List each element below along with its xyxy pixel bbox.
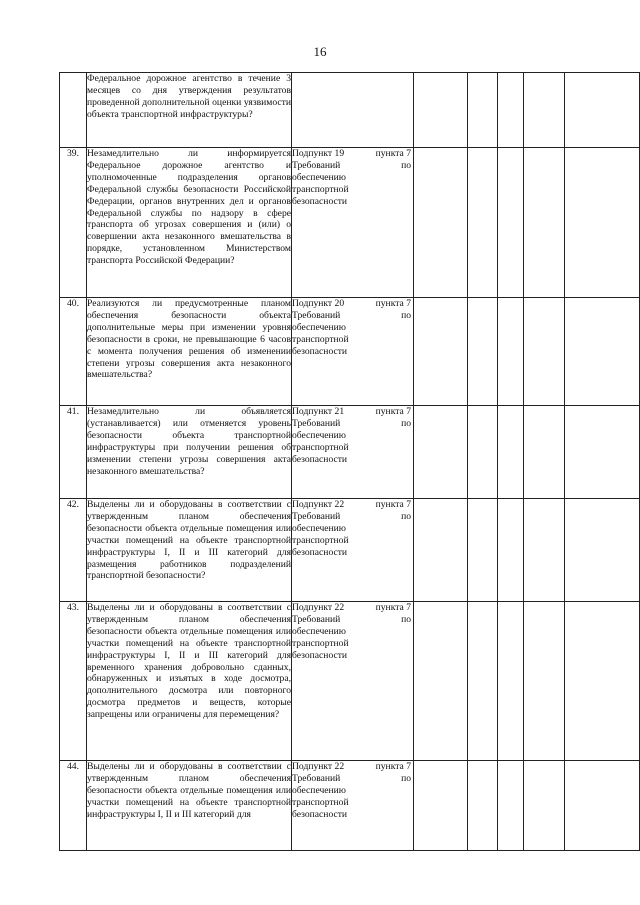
table-row: [60, 148, 640, 298]
empty-cell: [414, 73, 468, 148]
empty-cell: [498, 73, 524, 148]
basis-subpoint: Подпункт 21: [292, 406, 345, 417]
table-row: [60, 73, 640, 148]
basis-text: обеспечению транспортной безопасности: [292, 429, 349, 465]
empty-cell: [565, 148, 640, 298]
empty-cell: [498, 499, 524, 602]
row-number: 43.: [60, 602, 87, 761]
table-row: [60, 602, 640, 761]
empty-cell: [565, 602, 640, 761]
row-number: 44.: [60, 761, 87, 851]
basis-point: пункта 7: [375, 499, 411, 510]
basis-text: обеспечению транспортной безопасности: [292, 321, 349, 357]
row-number: 39.: [60, 148, 87, 298]
empty-cell: [468, 761, 498, 851]
basis-preposition: по: [401, 613, 411, 625]
basis-point: пункта 7: [375, 761, 411, 772]
basis-requirements: Требований: [292, 159, 341, 171]
question-cell: Незамедлительно ли объявляется (устанавливается) или отменяется уровень безопасности объекта транспортной инфраструктуры при получении решения об изменении степени угрозы совершения акта незаконного вмешательства?: [87, 406, 292, 499]
basis-subpoint: Подпункт 19: [292, 148, 345, 159]
basis-point: пункта 7: [375, 148, 411, 159]
empty-cell: [524, 148, 565, 298]
empty-cell: [468, 602, 498, 761]
question-cell: Выделены ли и оборудованы в соответствии с утвержденным планом обеспечения безопасности объекта отдельные помещения или участки помещений на объекте транспортной инфраструктуры I, II и III категорий для временного хранения добровольно сданных, обнаруженных и изъятых в ходе досмотра, дополнительного досмотра или повторного досмотра предметов и веществ, которые запрещены или ограничены для перемещения?: [87, 602, 292, 761]
empty-cell: [498, 148, 524, 298]
basis-requirements: Требований: [292, 510, 341, 522]
empty-cell: [524, 602, 565, 761]
empty-cell: [414, 761, 468, 851]
legal-basis-cell: [292, 499, 414, 602]
basis-preposition: по: [401, 510, 411, 522]
basis-text: обеспечению транспортной безопасности: [292, 625, 349, 661]
basis-text: обеспечению транспортной безопасности: [292, 522, 349, 558]
legal-basis-cell: [292, 298, 414, 406]
question-cell: Выделены ли и оборудованы в соответствии с утвержденным планом обеспечения безопасности объекта отдельные помещения или участки помещений на объекте транспортной инфраструктуры I, II и III категорий для: [87, 761, 292, 851]
basis-line: [292, 298, 413, 310]
basis-line: [292, 499, 413, 511]
basis-point: пункта 7: [375, 406, 411, 417]
empty-cell: [414, 499, 468, 602]
basis-line: [292, 511, 413, 523]
empty-cell: [414, 406, 468, 499]
row-number: 42.: [60, 499, 87, 602]
empty-cell: [565, 761, 640, 851]
basis-requirements: Требований: [292, 772, 341, 784]
row-number: [60, 73, 87, 148]
empty-cell: [524, 761, 565, 851]
basis-subpoint: Подпункт 22: [292, 761, 345, 772]
basis-preposition: по: [401, 159, 411, 171]
basis-point: пункта 7: [375, 298, 411, 309]
basis-subpoint: Подпункт 22: [292, 499, 345, 510]
legal-basis-cell: [292, 602, 414, 761]
empty-cell: [498, 761, 524, 851]
checklist-table: [59, 72, 640, 851]
basis-line: [292, 310, 413, 322]
empty-cell: [414, 148, 468, 298]
legal-basis-cell: [292, 761, 414, 851]
basis-text: обеспечению транспортной безопасности: [292, 171, 349, 207]
question-cell: Реализуются ли предусмотренные планом обеспечения безопасности объекта дополнительные меры при изменении уровня безопасности в сроки, не превышающие 6 часов с момента получения решения об изменении степени угрозы совершения акта незаконного вмешательства?: [87, 298, 292, 406]
basis-line: [292, 773, 413, 785]
legal-basis-cell: [292, 73, 414, 148]
basis-line: [292, 418, 413, 430]
basis-preposition: по: [401, 309, 411, 321]
question-cell: Выделены ли и оборудованы в соответствии с утвержденным планом обеспечения безопасности объекта отдельные помещения или участки помещений на объекте транспортной инфраструктуры I, II и III категорий для размещения работников подразделений транспортной безопасности?: [87, 499, 292, 602]
empty-cell: [498, 602, 524, 761]
legal-basis-cell: [292, 148, 414, 298]
table-row: [60, 761, 640, 851]
empty-cell: [414, 602, 468, 761]
basis-text: обеспечению транспортной безопасности: [292, 784, 349, 820]
empty-cell: [524, 73, 565, 148]
empty-cell: [468, 406, 498, 499]
empty-cell: [565, 499, 640, 602]
empty-cell: [524, 406, 565, 499]
basis-line: [292, 160, 413, 172]
basis-line: [292, 614, 413, 626]
basis-preposition: по: [401, 417, 411, 429]
basis-subpoint: Подпункт 22: [292, 602, 345, 613]
empty-cell: [498, 298, 524, 406]
empty-cell: [468, 499, 498, 602]
basis-subpoint: Подпункт 20: [292, 298, 345, 309]
table-row: [60, 406, 640, 499]
basis-point: пункта 7: [375, 602, 411, 613]
basis-line: [292, 148, 413, 160]
question-cell: Незамедлительно ли информируется Федеральное дорожное агентство и уполномоченные подразделения органов Федеральной службы безопасности Российской Федерации, органов внутренних дел и органов Федеральной службы по надзору в сфере транспорта об угрозах совершения и (или) о совершении акта незаконного вмешательства в порядке, установленном Министерством транспорта Российской Федерации?: [87, 148, 292, 298]
empty-cell: [565, 298, 640, 406]
row-number: 41.: [60, 406, 87, 499]
legal-basis-cell: [292, 406, 414, 499]
empty-cell: [565, 73, 640, 148]
empty-cell: [524, 298, 565, 406]
page-number: 16: [313, 44, 327, 59]
basis-line: [292, 602, 413, 614]
empty-cell: [524, 499, 565, 602]
empty-cell: [468, 148, 498, 298]
empty-cell: [565, 406, 640, 499]
empty-cell: [468, 73, 498, 148]
empty-cell: [414, 298, 468, 406]
table-row: [60, 499, 640, 602]
basis-line: [292, 761, 413, 773]
empty-cell: [498, 406, 524, 499]
question-cell: Федеральное дорожное агентство в течение 3 месяцев со дня утверждения результатов проведенной дополнительной оценки уязвимости объекта транспортной инфраструктуры?: [87, 73, 292, 148]
row-number: 40.: [60, 298, 87, 406]
basis-requirements: Требований: [292, 417, 341, 429]
table-row: [60, 298, 640, 406]
basis-preposition: по: [401, 772, 411, 784]
basis-requirements: Требований: [292, 613, 341, 625]
basis-requirements: Требований: [292, 309, 341, 321]
basis-line: [292, 406, 413, 418]
empty-cell: [468, 298, 498, 406]
